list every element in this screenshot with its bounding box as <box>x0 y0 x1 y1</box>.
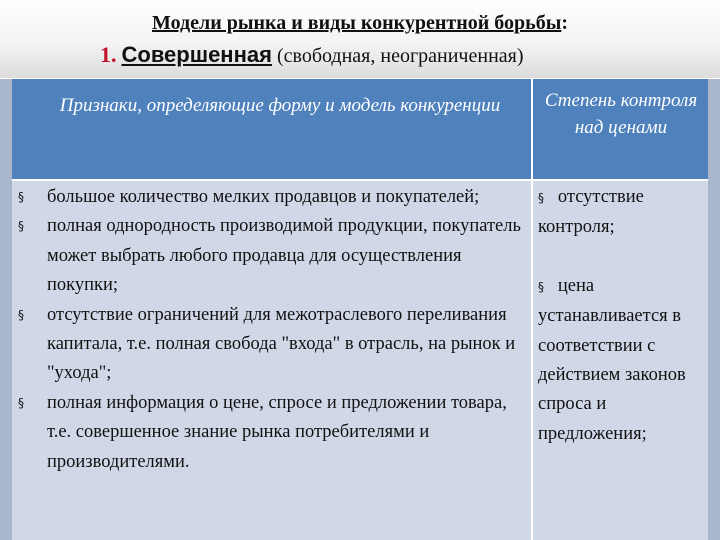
slide-subtitle <box>100 42 524 68</box>
list-item-text: большое количество мелких продавцов и покупателей; <box>47 187 480 207</box>
control-item-1 <box>538 183 706 243</box>
list-item <box>14 183 529 212</box>
features-list <box>14 183 529 477</box>
bullet-icon: § <box>18 219 24 234</box>
slide-title-text: Модели рынка и виды конкурентной борьбы <box>152 12 562 34</box>
bullet-icon: § <box>18 395 24 410</box>
table-right-edge <box>708 79 720 540</box>
slide-title-colon: : <box>561 12 568 34</box>
slide-title <box>0 12 720 35</box>
list-item <box>14 212 529 300</box>
features-table <box>0 79 720 540</box>
subtitle-rest: (свободная, неограниченная) <box>276 45 524 67</box>
control-item-text: цена устанавливается в соответствии с действием законов спроса и предложения; <box>538 275 686 444</box>
control-item-2 <box>538 272 706 449</box>
control-spacer <box>538 243 706 272</box>
list-item <box>14 301 529 389</box>
subtitle-main: Совершенная <box>121 42 272 67</box>
list-item <box>14 389 529 477</box>
subtitle-number: 1. <box>100 42 117 67</box>
control-list <box>538 183 706 449</box>
bullet-icon: § <box>538 279 544 294</box>
table-left-edge <box>0 79 12 540</box>
control-item-text: отсутствие контроля; <box>538 187 644 238</box>
header-control-text: Степень контроля над ценами <box>544 90 698 138</box>
list-item-text: полная информация о цене, спросе и предложении товара, т.е. совершенное знание рынка потребителями и производителями. <box>47 392 507 472</box>
header-features-text: Признаки, определяющие форму и модель конкуренции <box>59 95 501 116</box>
bullet-icon: § <box>18 190 24 204</box>
bullet-icon: § <box>538 191 544 205</box>
bullet-icon: § <box>18 307 24 322</box>
list-item-text: полная однородность производимой продукции, покупатель может выбрать любого продавца для осуществления покупки; <box>47 216 521 296</box>
list-item-text: отсутствие ограничений для межотраслевого переливания капитала, т.е. полная свобода "входа" в отрасль, на рынок и "ухода"; <box>47 304 516 384</box>
